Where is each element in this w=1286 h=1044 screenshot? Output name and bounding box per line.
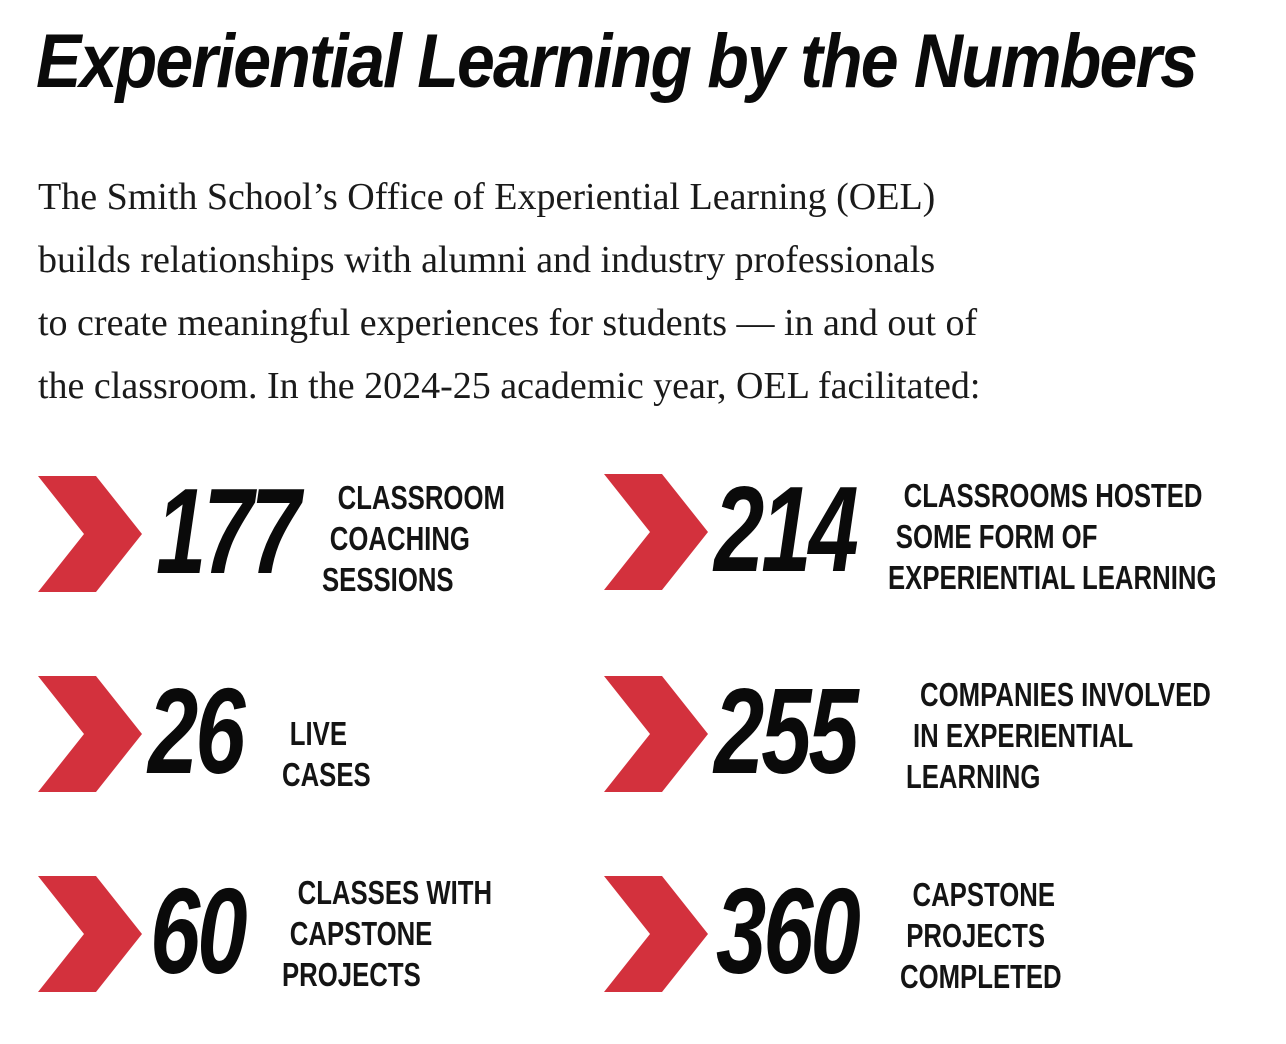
stat-label bbox=[900, 874, 1062, 997]
chevron-right-icon bbox=[38, 876, 142, 992]
stat-label-line: LIVE bbox=[289, 715, 348, 752]
stat-label-line: CAPSTONE bbox=[912, 876, 1056, 913]
stat-label bbox=[322, 477, 505, 600]
chevron-right-icon bbox=[604, 676, 708, 792]
stat-live-cases bbox=[38, 663, 658, 806]
stat-value: 214 bbox=[714, 461, 856, 597]
intro-line: to create meaningful experiences for students — in and out of bbox=[38, 302, 978, 344]
stat-label bbox=[282, 872, 492, 995]
stat-classroom-coaching bbox=[38, 463, 658, 606]
stat-label-line: CLASSROOMS HOSTED bbox=[903, 477, 1203, 514]
intro-line: the classroom. In the 2024-25 academic year, OEL facilitated: bbox=[38, 365, 981, 407]
stat-value: 360 bbox=[716, 863, 858, 999]
stat-label-line: SESSIONS bbox=[322, 561, 454, 598]
stat-label-line: LEARNING bbox=[906, 758, 1041, 795]
stat-label-line: COMPLETED bbox=[900, 958, 1062, 995]
stat-label-line: CLASSES WITH bbox=[297, 874, 493, 911]
stat-label-line: SOME FORM OF bbox=[895, 518, 1098, 555]
stat-label-line: COMPANIES INVOLVED bbox=[920, 676, 1211, 713]
stat-label-line: CAPSTONE bbox=[289, 915, 433, 952]
stat-value: 255 bbox=[714, 663, 856, 799]
intro-line: builds relationships with alumni and industry professionals bbox=[38, 239, 936, 281]
stat-label-line: CLASSROOM bbox=[337, 479, 505, 516]
chevron-right-icon bbox=[604, 474, 708, 590]
stat-capstone-completed bbox=[604, 863, 1224, 1006]
stat-label bbox=[282, 713, 371, 795]
stat-label-line: IN EXPERIENTIAL bbox=[913, 717, 1134, 754]
stat-value: 26 bbox=[148, 663, 243, 799]
stat-classrooms-hosted bbox=[604, 461, 1224, 604]
stat-value: 177 bbox=[156, 463, 298, 599]
chevron-right-icon bbox=[38, 476, 142, 592]
intro-paragraph bbox=[38, 166, 1238, 418]
chevron-right-icon bbox=[38, 676, 142, 792]
stat-label bbox=[888, 475, 1216, 598]
stat-label-line: PROJECTS bbox=[282, 956, 421, 993]
stat-value: 60 bbox=[150, 863, 245, 999]
intro-line: The Smith School’s Office of Experiential Learning (OEL) bbox=[38, 176, 936, 218]
stat-label-line: CASES bbox=[282, 756, 371, 793]
chevron-right-icon bbox=[604, 876, 708, 992]
stat-label-line: EXPERIENTIAL LEARNING bbox=[888, 559, 1217, 596]
stat-classes-with-capstone bbox=[38, 863, 658, 1006]
stat-label bbox=[906, 674, 1211, 797]
stat-label-line: PROJECTS bbox=[906, 917, 1045, 954]
stat-label-line: COACHING bbox=[329, 520, 470, 557]
stat-companies-involved bbox=[604, 663, 1224, 806]
page-title: Experiential Learning by the Numbers bbox=[36, 19, 1197, 104]
